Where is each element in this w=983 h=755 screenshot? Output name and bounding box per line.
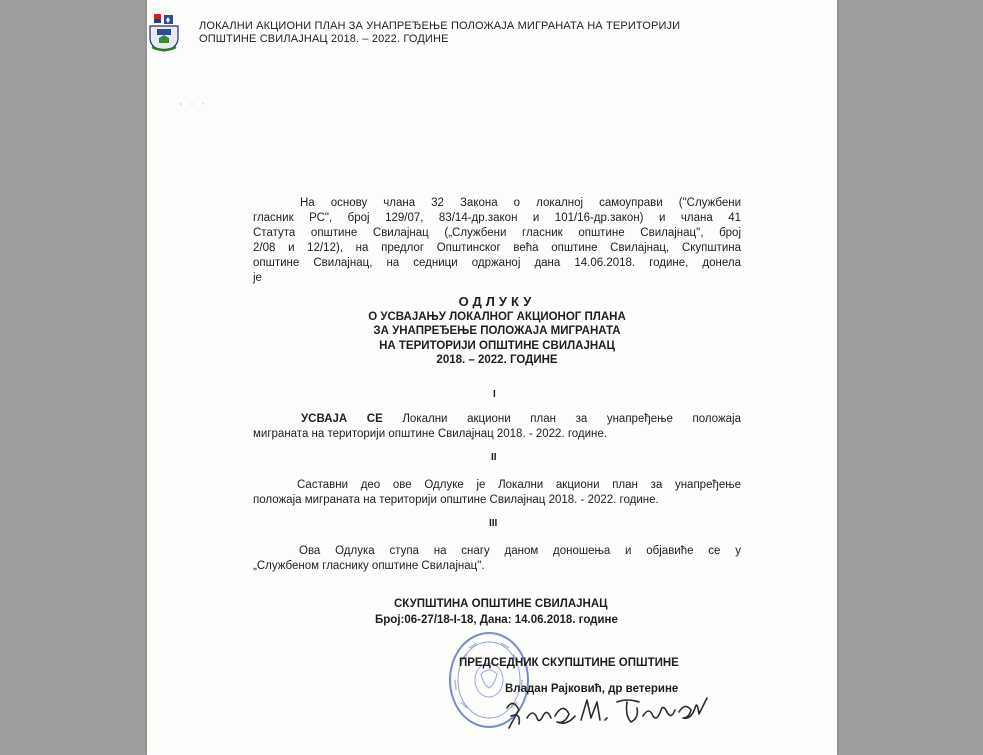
article-2-line-1: Саставни део ове Одлуке је Локални акциони план за унапређење — [297, 479, 741, 491]
preamble-line: 2/08 и 12/12), на предлог Општинског већа општине Свилајнац, Скупштина — [253, 242, 741, 254]
preamble-paragraph — [253, 196, 741, 286]
article-numeral-1: I — [493, 389, 496, 400]
coat-of-arms-icon — [147, 12, 181, 52]
assembly-block — [375, 596, 675, 628]
preamble-line: општине Свилајнац, на седници одржаној дана 14.06.2018. године, донела — [253, 257, 741, 269]
header-title-line-2: ОПШТИНЕ СВИЛАЈНАЦ 2018. – 2022. ГОДИНЕ — [199, 33, 449, 45]
article-3-line-1: Ова Одлука ступа на снагу даном доношења и објавиће се у — [299, 545, 741, 557]
decision-subtitle-line: НА ТЕРИТОРИЈИ ОПШТИНЕ СВИЛАЈНАЦ — [379, 339, 615, 352]
article-1-line-1 — [253, 412, 741, 427]
article-1-text: Локални акциони план за унапређење положаја — [382, 413, 741, 425]
decision-subtitle-line: 2018. – 2022. ГОДИНЕ — [436, 354, 558, 366]
handwritten-signature — [497, 690, 727, 735]
article-2-paragraph — [253, 478, 741, 508]
preamble-line: гласник РС", број 129/07, 83/14-др.закон и 101/16-др.закон) и члана 41 — [253, 212, 741, 224]
preamble-line: је — [253, 272, 262, 284]
article-1-lead: УСВАЈА СЕ — [301, 413, 383, 425]
preamble-line: Статута општине Свилајнац („Службени гласник општине Свилајнац", број — [253, 227, 741, 239]
article-numeral-3: III — [489, 518, 498, 529]
article-3-line-2: „Службеном гласнику општине Свилајнац". — [253, 560, 485, 572]
article-1-line-2: миграната на територији општине Свилајнац 2018. - 2022. године. — [253, 428, 608, 440]
preamble-line: На основу члана 32 Закона о локалној самоуправи ("Службени — [300, 197, 741, 209]
header-title-line-1: ЛОКАЛНИ АКЦИОНИ ПЛАН ЗА УНАПРЕЂЕЊЕ ПОЛОЖАЈА МИГРАНАТА НА ТЕРИТОРИЈИ — [199, 20, 681, 32]
decision-heading — [317, 295, 677, 368]
article-3-paragraph — [253, 544, 741, 574]
decision-subtitle-line: ЗА УНАПРЕЂЕЊЕ ПОЛОЖАЈА МИГРАНАТА — [373, 325, 621, 337]
decision-subtitle-line: О УСВАЈАЊУ ЛОКАЛНОГ АКЦИОНОГ ПЛАНА — [368, 310, 626, 323]
scan-speck-decoration — [179, 102, 205, 106]
decision-title: ОДЛУКУ — [458, 294, 536, 309]
assembly-number: Број:06-27/18-I-18, Дана: 14.06.2018. године — [375, 614, 618, 626]
article-2-line-2: положаја миграната на територији општине Свилајнац 2018. - 2022. године. — [253, 494, 659, 506]
document-page — [147, 0, 837, 755]
assembly-name: СКУПШТИНА ОПШТИНЕ СВИЛАЈНАЦ — [394, 598, 608, 610]
article-numeral-2: II — [491, 452, 497, 463]
article-1-paragraph — [253, 412, 741, 442]
signatory-name: Владан Рајковић, др ветерине — [505, 683, 679, 695]
signatory-title: ПРЕДСЕДНИК СКУПШТИНЕ ОПШТИНЕ — [459, 657, 679, 669]
